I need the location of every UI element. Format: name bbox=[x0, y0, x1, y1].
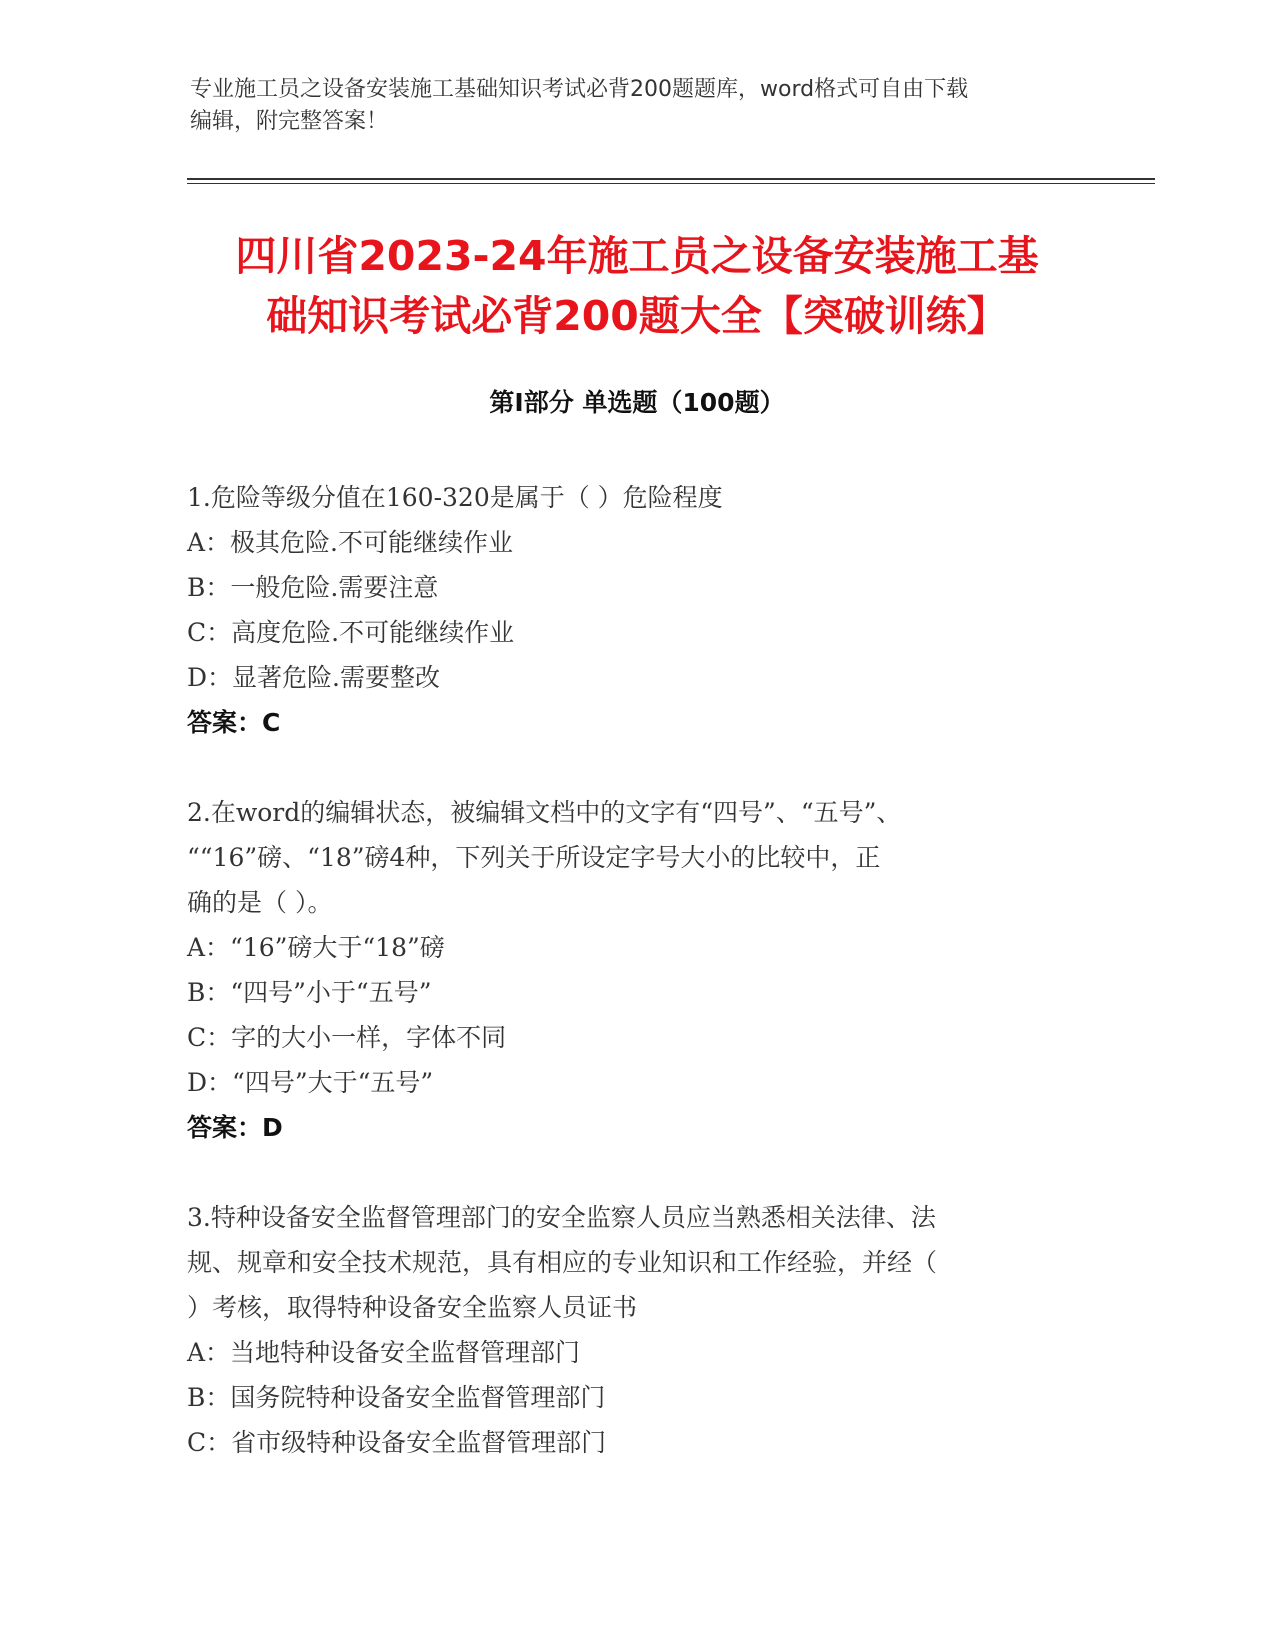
option-b: B：“四号”小于“五号” bbox=[187, 978, 432, 1007]
question-list bbox=[187, 475, 1067, 1510]
answer-label: 答案：D bbox=[187, 1113, 283, 1142]
question-2 bbox=[187, 790, 1067, 1150]
question-stem-line-2: 规、规章和安全技术规范，具有相应的专业知识和工作经验，并经（ bbox=[187, 1248, 938, 1277]
header-note-line-2: 编辑，附完整答案！ bbox=[190, 109, 389, 134]
question-stem-line-1: 2.在word的编辑状态，被编辑文档中的文字有“四号”、“五号”、 bbox=[187, 798, 902, 827]
question-1 bbox=[187, 475, 1067, 745]
document-title-line-1: 四川省2023-24年施工员之设备安装施工基 bbox=[235, 232, 1039, 280]
option-c: C：高度危险.不可能继续作业 bbox=[187, 618, 515, 647]
option-d: D：显著危险.需要整改 bbox=[187, 663, 440, 692]
question-stem-line-3: ）考核，取得特种设备安全监察人员证书 bbox=[187, 1293, 638, 1322]
header-note bbox=[190, 74, 1090, 138]
document-title bbox=[187, 226, 1087, 346]
option-a: A：极其危险.不可能继续作业 bbox=[187, 528, 514, 557]
question-stem: 1.危险等级分值在160-320是属于（ ）危险程度 bbox=[187, 483, 723, 512]
option-a: A：当地特种设备安全监督管理部门 bbox=[187, 1338, 581, 1367]
question-stem-line-3: 确的是（ ）。 bbox=[187, 888, 333, 917]
option-a: A：“16”磅大于“18”磅 bbox=[187, 933, 445, 962]
question-stem-line-2: ““16”磅、“18”磅4种，下列关于所设定字号大小的比较中，正 bbox=[187, 843, 881, 872]
header-note-line-1: 专业施工员之设备安装施工基础知识考试必背200题题库，word格式可自由下载 bbox=[190, 77, 969, 102]
option-b: B：一般危险.需要注意 bbox=[187, 573, 439, 602]
header-divider-thin bbox=[187, 183, 1155, 184]
question-stem-line-1: 3.特种设备安全监督管理部门的安全监察人员应当熟悉相关法律、法 bbox=[187, 1203, 936, 1232]
answer-label: 答案：C bbox=[187, 708, 281, 737]
question-3 bbox=[187, 1195, 1067, 1465]
section-title: 第Ⅰ部分 单选题（100题） bbox=[489, 388, 785, 417]
document-title-line-2: 础知识考试必背200题大全【突破训练】 bbox=[266, 292, 1008, 340]
option-d: D：“四号”大于“五号” bbox=[187, 1068, 434, 1097]
header-divider-thick bbox=[187, 178, 1155, 180]
option-b: B：国务院特种设备安全监督管理部门 bbox=[187, 1383, 606, 1412]
option-c: C：字的大小一样，字体不同 bbox=[187, 1023, 507, 1052]
option-c: C：省市级特种设备安全监督管理部门 bbox=[187, 1428, 607, 1457]
